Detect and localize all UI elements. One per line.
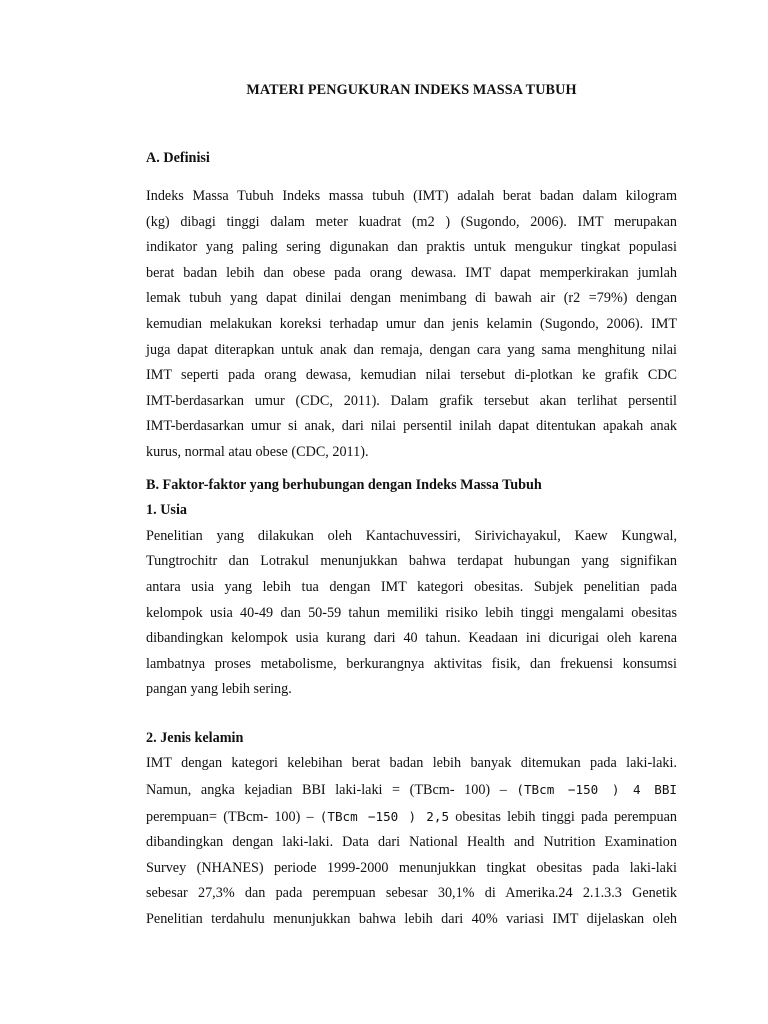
text-line: Survey (NHANES) periode 1999-2000 menunjukkan tingkat obesitas pada laki-laki	[146, 859, 677, 876]
section-a-paragraph	[146, 184, 677, 466]
text-line: Penelitian terdahulu menunjukkan bahwa lebih dari 40% variasi IMT dijelaskan oleh	[146, 911, 677, 928]
text-fragment: Namun, angka kejadian BBI laki-laki = (TBcm- 100) –	[146, 782, 517, 799]
text-line: IMT dengan kategori kelebihan berat badan lebih banyak ditemukan pada laki-laki.	[146, 755, 677, 772]
section-b-heading: B. Faktor-faktor yang berhubungan dengan Indeks Massa Tubuh	[146, 476, 542, 493]
section-a-heading: A. Definisi	[146, 150, 210, 166]
text-line: kurus, normal atau obese (CDC, 2011).	[146, 443, 369, 460]
text-line: dibandingkan kelompok usia kurang dari 40 tahun. Keadaan ini dicurigai oleh karena	[146, 630, 677, 647]
document-title: MATERI PENGUKURAN INDEKS MASSA TUBUH	[246, 82, 577, 98]
text-line: berat badan lebih dan obese pada orang dewasa. IMT dapat memperkirakan jumlah	[146, 264, 677, 281]
text-line: Penelitian yang dilakukan oleh Kantachuvessiri, Sirivichayakul, Kaew Kungwal,	[146, 527, 677, 544]
text-line: sebesar 27,3% dan pada perempuan sebesar 30,1% di Amerika.24 2.1.3.3 Genetik	[146, 885, 677, 902]
subsection-usia-paragraph	[146, 524, 677, 703]
text-line: IMT-berdasarkan umur si anak, dari nilai persentil inilah dapat ditentukan apakah anak	[146, 418, 677, 435]
text-line: Indeks Massa Tubuh Indeks massa tubuh (IMT) adalah berat badan dalam kilogram	[146, 188, 677, 204]
text-line: kemudian melakukan koreksi terhadap umur dan jenis kelamin (Sugondo, 2006). IMT	[146, 315, 677, 332]
text-fragment: obesitas lebih tinggi pada perempuan	[449, 808, 677, 825]
formula-fragment: (TBcm −150 ) 4 BBI	[516, 782, 677, 798]
text-line: antara usia yang lebih tua dengan IMT kategori obesitas. Subjek penelitian pada	[146, 578, 677, 595]
text-line: kelompok usia 40-49 dan 50-59 tahun memiliki risiko lebih tinggi mengalami obesitas	[146, 604, 677, 621]
text-line: (kg) dibagi tinggi dalam meter kuadrat (m2 ) (Sugondo, 2006). IMT merupakan	[146, 213, 677, 230]
text-fragment: perempuan= (TBcm- 100) –	[146, 808, 320, 825]
text-line-formula	[146, 804, 677, 831]
text-line: indikator yang paling sering digunakan dan praktis untuk mengukur tingkat populasi	[146, 239, 677, 256]
text-line: IMT-berdasarkan umur (CDC, 2011). Dalam grafik tersebut akan terlihat persentil	[146, 392, 677, 409]
subsection-jenis-kelamin-heading: 2. Jenis kelamin	[146, 729, 244, 746]
subsection-jenis-kelamin-paragraph	[146, 751, 677, 932]
text-line-formula	[146, 777, 677, 804]
text-line: juga dapat diterapkan untuk anak dan remaja, dengan cara yang sama menghitung nilai	[146, 341, 677, 358]
text-line: dibandingkan dengan laki-laki. Data dari National Health and Nutrition Examination	[146, 834, 677, 851]
text-line: pangan yang lebih sering.	[146, 681, 292, 698]
text-line: Tungtrochitr dan Lotrakul menunjukkan bahwa terdapat hubungan yang signifikan	[146, 553, 677, 570]
text-line: lambatnya proses metabolisme, berkurangnya aktivitas fisik, dan frekuensi konsumsi	[146, 655, 677, 672]
formula-fragment: (TBcm −150 ) 2,5	[319, 808, 450, 824]
text-line: lemak tubuh yang dapat dinilai dengan menimbang di bawah air (r2 =79%) dengan	[146, 290, 677, 307]
subsection-usia-heading: 1. Usia	[146, 502, 187, 519]
text-line: IMT seperti pada orang dewasa, kemudian nilai tersebut di-plotkan ke grafik CDC	[146, 367, 677, 384]
